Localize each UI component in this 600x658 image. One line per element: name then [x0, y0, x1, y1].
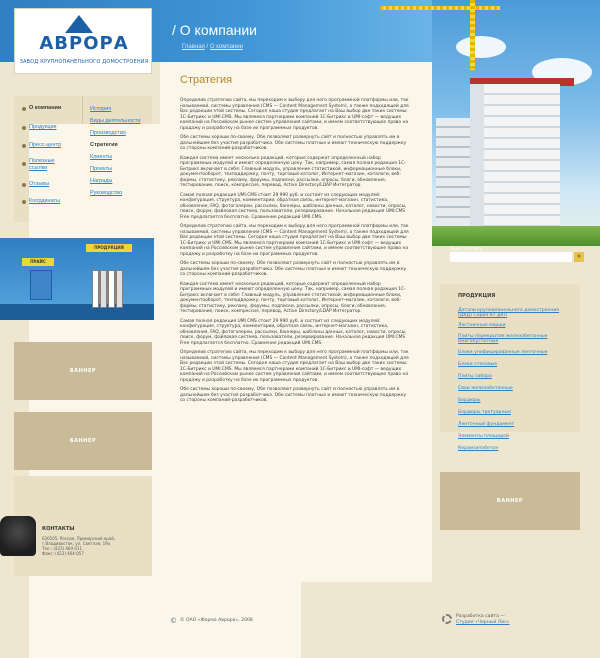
paragraph: Определив стратегию сайта, мы переходим к выбору для него программной платформы или, так называемой, системы управления (CMS — Content Management System), а также подходящей для Вас редакции этой системы. Сегодня наша студия предлагает на Ваш выбор две таких системы: 1С-Битрикс и UMI.CMS. Мы являемся партнерами компаний 1С-Битрикс и UMI-софт — ведущих компаний на Российском рынке систем управления сайтами, и имеем соответствующее право на продажу и разработку на базе их программных продуктов.: [180, 224, 409, 257]
banner-left-1[interactable]: БАННЕР: [14, 342, 152, 400]
building-side: [436, 118, 470, 234]
paragraph: Определив стратегию сайта, мы переходим к выбору для него программной платформы или, так называемой, системы управления (CMS — Content Management System), а также подходящей для Вас редакции этой системы. Сегодня наша студия предлагает на Ваш выбор две таких системы: 1С-Битрикс и UMI.CMS. Мы являемся партнерами компаний 1С-Битрикс и UMI-софт — ведущих компаний на Российском рынке систем управления сайтами, и имеем соответствующее право на продажу и разработку на базе их программных продуктов.: [180, 98, 409, 131]
sidebar-item-products[interactable]: Продукция: [29, 124, 301, 644]
contacts-address: 630105, Россия, Приморский край, г.Владивосток, ул. Светлая, 19а: [42, 536, 116, 546]
sidebar-item-about[interactable]: О компании: [29, 105, 62, 111]
banner-right-1[interactable]: БАННЕР: [440, 472, 580, 530]
contacts-title: КОНТАКТЫ: [42, 526, 75, 532]
banner-left-2[interactable]: БАННЕР: [14, 412, 152, 470]
logo-tagline: ЗАВОД КРУПНОПАНЕЛЬНОГО ДОМОСТРОЕНИЯ: [19, 59, 149, 65]
subnav-item-production[interactable]: Производство: [90, 130, 126, 136]
contacts-fax: Факс: (423) 464-057: [42, 551, 84, 556]
product-link[interactable]: Элементы площадей: [458, 434, 509, 439]
search-button[interactable]: »: [574, 252, 584, 262]
paragraph: Каждая система имеет несколько редакций, которые содержат определенный набор программных модулей и имеют определенную цену. Так, например, самая полная редакция 1С-Битрикс включает в себя: Главный модуль, управление статистикой, информационные блоки, документооборот, техподдержку, почту, торговый каталог, Интернет-магазин, каталоги, веб-формы, статистику, рекламу, форумы, подписки, рассылки, опросы, блоги, обновления, тестирование, поиск, компрессия, перевод, Active Directory/LDAP Интегратор.: [180, 155, 406, 188]
nav-bullet-icon: [22, 107, 26, 111]
subnav-item-history[interactable]: История: [90, 106, 112, 112]
sidebar-item-press[interactable]: Пресс-центр: [29, 142, 301, 658]
phone-icon: [0, 516, 36, 556]
product-link[interactable]: Блоки унифицированные ленточные: [458, 350, 548, 355]
crane-tower: [470, 0, 475, 70]
footer-copyright: © ОАО «Форма Аврора», 2008: [180, 618, 253, 623]
subnav-item-awards[interactable]: Награды: [90, 178, 113, 184]
developer-label: Разработка сайта —: [456, 614, 505, 619]
sidebar-item-reviews[interactable]: Отзывы: [29, 181, 301, 658]
price-house-icon[interactable]: [30, 270, 52, 300]
sidebar-item-links[interactable]: Полезные ссылки: [29, 158, 73, 658]
price-tag[interactable]: ПРАЙС: [22, 258, 54, 266]
search-input[interactable]: [450, 252, 572, 262]
paragraph: Каждая система имеет несколько редакций, которые содержат определенный набор программных модулей и имеют определенную цену. Так, например, самая полная редакция 1С-Битрикс включает в себя: Главный модуль, управление статистикой, информационные блоки, документооборот, техподдержку, почту, торговый каталог, Интернет-магазин, каталоги, веб-формы, статистику, рекламу, форумы, подписки, рассылки, опросы, блоги, обновления, тестирование, поиск, компрессия, перевод, Active Directory/LDAP Интегратор.: [180, 281, 406, 314]
breadcrumb-separator: /: [204, 44, 210, 50]
contacts-phone: Тел.: (423) 464-011: [42, 546, 83, 551]
binder-icon: [92, 270, 99, 308]
nav-bullet-icon: [22, 200, 26, 204]
paragraph: Обе системы хороши по-своему. Обе позволяют развернуть сайт и полностью управлять им в дальнейшем без участия разработчика. Обе системы платные и имеют техническую поддержку со стороны компаний-разработчиков.: [180, 135, 407, 151]
product-link[interactable]: Плиты забора: [458, 374, 492, 379]
developer-link[interactable]: Студия «Черный Лис»: [456, 620, 510, 625]
logo-text: АВРОРА: [39, 33, 129, 54]
binder-icon: [108, 270, 115, 308]
sidebar-item-contacts[interactable]: Координаты: [29, 198, 301, 658]
page-title: Стратегия: [180, 74, 233, 86]
product-link[interactable]: Лестничные марши: [458, 323, 506, 328]
product-link[interactable]: Детали крупнопанельного домостроения (ДКД) Серия 97 ДКП: [458, 308, 560, 318]
product-link[interactable]: Бордюры тротуарные: [458, 410, 511, 415]
promo-shelf: [0, 304, 154, 320]
building-image: [470, 84, 560, 234]
product-link[interactable]: Сваи железобетонные: [458, 386, 513, 391]
product-link[interactable]: Керамзитобетон: [458, 446, 499, 451]
breadcrumb-current[interactable]: О компании: [209, 44, 243, 50]
copyright-icon: ©: [170, 617, 177, 625]
nav-bullet-icon: [22, 126, 26, 130]
products-tag[interactable]: ПРОДУКЦИЯ: [86, 244, 132, 252]
grass: [432, 226, 600, 246]
subnav-item-activities[interactable]: Виды деятельности: [90, 118, 141, 124]
developer-credit: [456, 614, 510, 626]
product-link[interactable]: Блоки стеновые: [458, 362, 498, 367]
product-link[interactable]: Ленточный фундамент: [458, 422, 515, 427]
page-section-title: / О компании: [172, 22, 257, 38]
product-link[interactable]: Плиты перекрытия железобетонные многопустотные: [458, 334, 548, 344]
paragraph: Определив стратегию сайта, мы переходим к выбору для него программной платформы или, так называемой, системы управления (CMS — Content Management System), а также подходящей для Вас редакции этой системы. Сегодня наша студия предлагает на Ваш выбор две таких системы: 1С-Битрикс и UMI.CMS. Мы являемся партнерами компаний 1С-Битрикс и UMI-софт — ведущих компаний на Российском рынке систем управления сайтами, и имеем соответствующее право на продажу и разработку на базе их программных продуктов.: [180, 350, 409, 383]
paragraph: Обе системы хороши по-своему. Обе позволяют развернуть сайт и полностью управлять им в дальнейшем без участия разработчика. Обе системы платные и имеют техническую поддержку со стороны компаний-разработчиков.: [180, 387, 407, 403]
nav-bullet-icon: [22, 144, 26, 148]
breadcrumb-home[interactable]: Главная: [182, 44, 205, 50]
products-title: ПРОДУКЦИЯ: [458, 293, 496, 299]
subnav-item-management[interactable]: Руководство: [90, 190, 123, 196]
paragraph: Самая полная редакция UMI.CMS стоит 29 990 руб. и состоит из следующих модулей: конфигурация, структура, комментарии, обратная связь, интернет-магазин, статистика, обновления, FAQ, фотогалереи, рассылки, баннеры, шаблоны данных, каталог, новости, опросы, поиск, форум, файловая система, пользователи, резервирование. Начальная редакция UMI.CMS Free предлагается бесплатно. Сравнение редакций UMI.CMS.: [180, 192, 407, 220]
developer-logo-icon: [442, 614, 452, 624]
subnav-item-clients[interactable]: Клиенты: [90, 154, 113, 160]
subnav-item-strategy[interactable]: Стратегия: [90, 142, 118, 148]
search-box: [450, 246, 590, 266]
nav-bullet-icon: [22, 162, 26, 166]
logo[interactable]: [14, 8, 152, 74]
binder-icon: [116, 270, 123, 308]
crane-icon: [380, 6, 500, 10]
subnav-item-projects[interactable]: Проекты: [90, 166, 113, 172]
article-body: [180, 98, 412, 408]
breadcrumb: [182, 44, 243, 50]
logo-house-icon: [65, 15, 93, 33]
paragraph: Самая полная редакция UMI.CMS стоит 29 990 руб. и состоит из следующих модулей: конфигурация, структура, комментарии, обратная связь, интернет-магазин, статистика, обновления, FAQ, фотогалереи, рассылки, баннеры, шаблоны данных, каталог, новости, опросы, поиск, форум, файловая система, пользователи, резервирование. Начальная редакция UMI.CMS Free предлагается бесплатно. Сравнение редакций UMI.CMS.: [180, 318, 407, 346]
product-link[interactable]: Бордюры: [458, 398, 481, 403]
contacts-info: [42, 536, 146, 556]
paragraph: Обе системы хороши по-своему. Обе позволяют развернуть сайт и полностью управлять им в дальнейшем без участия разработчика. Обе системы платные и имеют техническую поддержку со стороны компаний-разработчиков.: [180, 261, 407, 277]
nav-bullet-icon: [22, 183, 26, 187]
search-label: Поиск по сайту: [450, 246, 483, 251]
binder-icon: [100, 270, 107, 308]
